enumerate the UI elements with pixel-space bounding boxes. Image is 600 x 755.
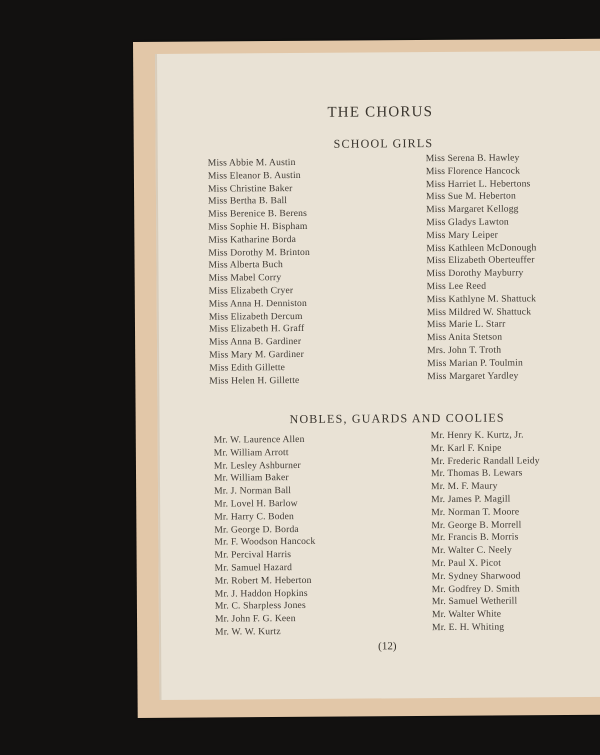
- cast-name: Miss Dorothy Mayburry: [426, 267, 524, 280]
- cast-name: Mr. Godfrey D. Smith: [431, 583, 520, 595]
- cast-name: Miss Kathlyne M. Shattuck: [426, 293, 537, 305]
- cast-name: Miss Edith Gillette: [209, 361, 286, 374]
- cast-name: Mr. E. H. Whiting: [431, 621, 505, 634]
- cast-name: Miss Marian P. Toulmin: [427, 357, 523, 369]
- cast-name: Miss Katharine Borda: [208, 233, 297, 246]
- cast-name: Miss Helen H. Gillette: [209, 374, 300, 387]
- cast-name: Miss Abbie M. Austin: [207, 157, 296, 169]
- cast-name: Mr. William Baker: [213, 472, 289, 484]
- cast-name: Miss Elizabeth Oberteuffer: [426, 254, 535, 267]
- cast-name: Miss Florence Hancock: [425, 165, 521, 177]
- cast-name: Mr. C. Sharpless Jones: [214, 600, 306, 612]
- cast-name: Miss Sophie H. Bispham: [208, 220, 308, 233]
- cast-name: Miss Alberta Buch: [208, 259, 284, 272]
- cast-name: Mr. Thomas B. Lewars: [430, 467, 523, 480]
- cast-name: Mr. Paul X. Picot: [431, 557, 502, 570]
- cast-name: Miss Sue M. Heberton: [425, 190, 516, 203]
- cast-name: Mr. Frederic Randall Leidy: [430, 454, 540, 467]
- cast-name: Mr. John F. G. Keen: [214, 613, 296, 625]
- page-number: (12): [378, 640, 397, 653]
- cast-name: Mr. Lesley Ashburner: [213, 459, 301, 472]
- cast-name: Miss Dorothy M. Brinton: [208, 246, 310, 259]
- cast-name: Miss Eleanor B. Austin: [207, 169, 301, 182]
- cast-name: Mrs. John T. Troth: [427, 344, 502, 357]
- cast-name: Mr. William Arrott: [213, 446, 289, 459]
- cast-name: Mr. M. F. Maury: [430, 480, 498, 493]
- page-title: THE CHORUS: [327, 104, 434, 121]
- cast-name: Miss Mildred W. Shattuck: [426, 305, 532, 318]
- cast-name: Miss Lee Reed: [426, 280, 487, 293]
- cast-name: Mr. Lovel H. Barlow: [214, 497, 298, 510]
- cast-name: Mr. W. W. Kurtz: [214, 626, 281, 638]
- cast-name: Miss Margaret Kellogg: [426, 203, 519, 216]
- nobles-heading: NOBLES, GUARDS AND COOLIES: [289, 410, 505, 427]
- cast-name: Miss Mary M. Gardiner: [209, 348, 304, 361]
- nobles-list-left: [214, 434, 316, 639]
- cast-name: Miss Elizabeth Cryer: [208, 285, 294, 297]
- school-girls-list-right: [426, 152, 538, 383]
- cast-name: Miss Gladys Lawton: [426, 216, 509, 229]
- cast-name: Mr. Francis B. Morris: [431, 531, 519, 544]
- cast-name: Miss Serena B. Hawley: [425, 152, 520, 165]
- cast-name: Miss Anita Stetson: [426, 331, 503, 344]
- school-girls-list-left: [208, 157, 311, 388]
- nobles-list-right: [431, 429, 541, 635]
- program-page: [155, 51, 600, 700]
- cast-name: Miss Harriet L. Hebertons: [425, 177, 531, 190]
- cast-name: Mr. James P. Magill: [431, 493, 511, 506]
- cast-name: Miss Kathleen McDonough: [426, 241, 537, 254]
- cast-name: Miss Margaret Yardley: [427, 370, 519, 382]
- cast-name: Mr. J. Norman Ball: [214, 485, 292, 497]
- cast-name: Mr. Walter C. Neely: [431, 544, 513, 557]
- cast-name: Mr. Robert M. Heberton: [214, 574, 312, 587]
- cast-name: Miss Mabel Corry: [208, 272, 282, 284]
- school-girls-heading: SCHOOL GIRLS: [333, 136, 434, 151]
- cast-name: Mr. Percival Harris: [214, 549, 292, 561]
- cast-name: Mr. F. Woodson Hancock: [214, 536, 316, 548]
- cast-name: Mr. Walter White: [431, 608, 502, 621]
- cast-name: Miss Berenice B. Berens: [208, 208, 308, 220]
- cast-name: Miss Bertha B. Ball: [207, 195, 288, 208]
- cast-name: Mr. Sydney Sharwood: [431, 570, 521, 582]
- cast-name: Mr. Harry C. Boden: [214, 510, 294, 523]
- cast-name: Mr. W. Laurence Allen: [213, 433, 305, 446]
- cast-name: Miss Christine Baker: [207, 182, 293, 195]
- cast-name: Miss Mary Leiper: [426, 229, 498, 241]
- cast-name: Miss Elizabeth Dercum: [208, 310, 303, 323]
- cast-name: Miss Marie L. Starr: [426, 318, 506, 331]
- cast-name: Mr. Henry K. Kurtz, Jr.: [430, 429, 524, 442]
- cast-name: Mr. George B. Morrell: [431, 519, 522, 531]
- cast-name: Mr. Norman T. Moore: [431, 506, 520, 518]
- cast-name: Miss Anna B. Gardiner: [208, 336, 302, 348]
- cast-name: Mr. George D. Borda: [214, 523, 299, 536]
- cast-name: Mr. J. Haddon Hopkins: [214, 587, 308, 600]
- cast-name: Mr. Karl F. Knipe: [430, 442, 502, 454]
- cast-name: Mr. Samuel Hazard: [214, 562, 293, 574]
- cast-name: Miss Elizabeth H. Graff: [208, 323, 305, 335]
- cast-name: Miss Anna H. Denniston: [208, 297, 307, 310]
- cast-name: Mr. Samuel Wetherill: [431, 595, 518, 608]
